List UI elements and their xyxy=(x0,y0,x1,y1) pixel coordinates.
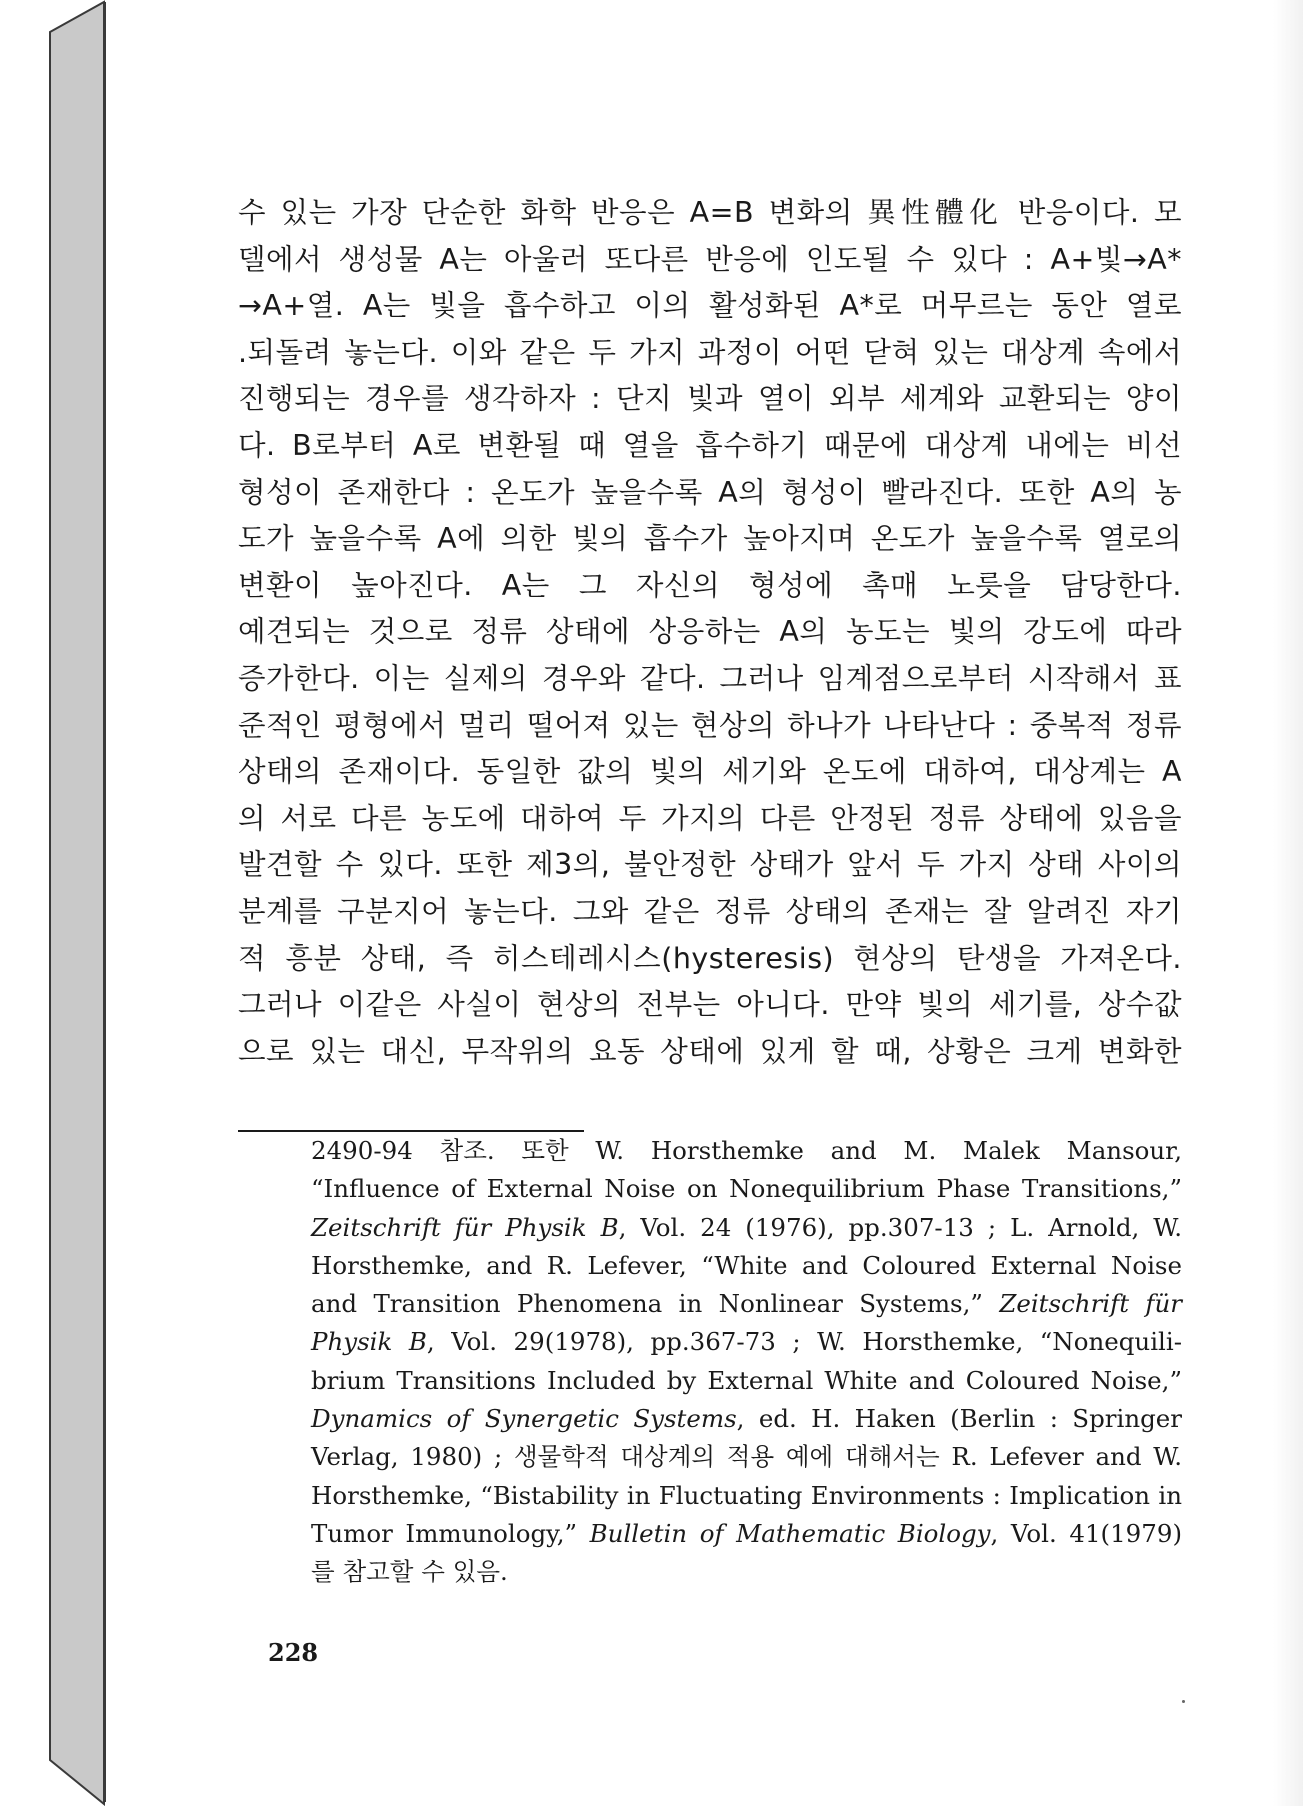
body-line: 상태의 존재이다. 동일한 값의 빛의 세기와 온도에 대하여, 대상계는 A xyxy=(238,755,1182,789)
footnote-italic-title: Zeitschrift für Physik B xyxy=(311,1212,619,1242)
body-line: 분계를 구분지어 놓는다. 그와 같은 정류 상태의 존재는 잘 알려진 자기 xyxy=(238,894,1182,928)
footnote-text: Horsthemke, and R. Lefever, “White and Coloured External Noise xyxy=(311,1250,1182,1280)
body-line: 예견되는 것으로 정류 상태에 상응하는 A의 농도는 빛의 강도에 따라 xyxy=(238,615,1182,649)
footnote xyxy=(311,1132,1182,1592)
footnote-text: Tumor Immunology,” xyxy=(311,1518,590,1548)
body-line: 그러나 이같은 사실이 현상의 전부는 아니다. 만약 빛의 세기를, 상수값 xyxy=(238,988,1182,1022)
body-line: →A+열. A는 빛을 흡수하고 이의 활성화된 A*로 머무르는 동안 열로 xyxy=(238,289,1182,323)
body-line: 적 흥분 상태, 즉 히스테레시스(hysteresis) 현상의 탄생을 가져온다. xyxy=(238,941,1182,975)
body-line: 발견할 수 있다. 또한 제3의, 불안정한 상태가 앞서 두 가지 상태 사이의 xyxy=(238,848,1182,882)
footnote-text: “Influence of External Noise on Nonequilibrium Phase Transitions,” xyxy=(311,1174,1182,1204)
footnote-text: 2490-94 참조. 또한 W. Horsthemke and M. Malek Mansour, xyxy=(311,1136,1182,1165)
body-line: 도가 높을수록 A에 의한 빛의 흡수가 높아지며 온도가 높을수록 열로의 xyxy=(238,522,1182,556)
footnote-line xyxy=(311,1553,1182,1591)
body-line: .되돌려 놓는다. 이와 같은 두 가지 과정이 어떤 닫혀 있는 대상계 속에서 xyxy=(238,335,1182,369)
page-number: 228 xyxy=(268,1638,319,1667)
footnote-italic-title: Physik B xyxy=(311,1327,427,1357)
body-line: 증가한다. 이는 실제의 경우와 같다. 그러나 임계점으로부터 시작해서 표 xyxy=(238,661,1182,695)
body-line: 수 있는 가장 단순한 화학 반응은 A=B 변화의 異性體化 반응이다. 모 xyxy=(238,196,1182,229)
dust-speck xyxy=(1182,1700,1185,1703)
footnote-italic-title: Dynamics of Synergetic Systems xyxy=(311,1404,737,1434)
footnote-italic-title: Bulletin of Mathematic Biology xyxy=(589,1518,991,1548)
footnote-text: , Vol. 41(1979) xyxy=(990,1518,1182,1548)
footnote-text: , Vol. 24 (1976), pp.307-13 ; L. Arnold, W. xyxy=(618,1212,1182,1242)
body-line: 진행되는 경우를 생각하자 : 단지 빛과 열이 외부 세계와 교환되는 양이 xyxy=(238,382,1182,416)
body-line: 의 서로 다른 농도에 대하여 두 가지의 다른 안정된 정류 상태에 있음을 xyxy=(238,801,1182,835)
body-line: 형성이 존재한다 : 온도가 높을수록 A의 형성이 빨라진다. 또한 A의 농 xyxy=(238,475,1182,509)
footnote-text: , ed. H. Haken (Berlin : Springer xyxy=(736,1404,1182,1434)
footnote-line xyxy=(311,1438,1182,1476)
footnote-line xyxy=(311,1400,1182,1438)
footnote-text: and Transition Phenomena in Nonlinear Systems,” xyxy=(311,1289,1000,1319)
body-line: 준적인 평형에서 멀리 떨어져 있는 현상의 하나가 나타난다 : 중복적 정류 xyxy=(238,708,1182,742)
footnote-italic-title: Zeitschrift für xyxy=(999,1289,1182,1319)
body-line: 으로 있는 대신, 무작위의 요동 상태에 있게 할 때, 상황은 크게 변화한 xyxy=(238,1034,1182,1068)
body-line: 변환이 높아진다. A는 그 자신의 형성에 촉매 노릇을 담당한다. xyxy=(238,568,1182,602)
footnote-line xyxy=(311,1285,1182,1323)
body-line: 다. B로부터 A로 변환될 때 열을 흡수하기 때문에 대상계 내에는 비선 xyxy=(238,428,1182,462)
footnote-line xyxy=(311,1477,1182,1515)
footnote-line xyxy=(311,1362,1182,1400)
footnote-line xyxy=(311,1209,1182,1247)
body-line: 델에서 생성물 A는 아울러 또다른 반응에 인도될 수 있다 : A+빛→A* xyxy=(238,242,1182,276)
footnote-text: Horsthemke, “Bistability in Fluctuating Environments : Implication in xyxy=(311,1480,1182,1510)
footnote-line xyxy=(311,1170,1182,1208)
footnote-text: , Vol. 29(1978), pp.367-73 ; W. Horsthemke, “Nonequili- xyxy=(426,1327,1182,1357)
footnote-line xyxy=(311,1247,1182,1285)
footnote-line xyxy=(311,1515,1182,1553)
footnote-line xyxy=(311,1132,1182,1170)
body-text xyxy=(238,190,1182,1075)
footnote-line xyxy=(311,1323,1182,1361)
page-edge xyxy=(1273,0,1303,1806)
footnote-text: brium Transitions Included by External White and Coloured Noise,” xyxy=(311,1365,1182,1395)
footnote-text: Verlag, 1980) ; 생물학적 대상계의 적용 예에 대해서는 R. Lefever and W. xyxy=(311,1442,1182,1472)
footnote-text: 를 참고할 수 있음. xyxy=(311,1557,508,1587)
